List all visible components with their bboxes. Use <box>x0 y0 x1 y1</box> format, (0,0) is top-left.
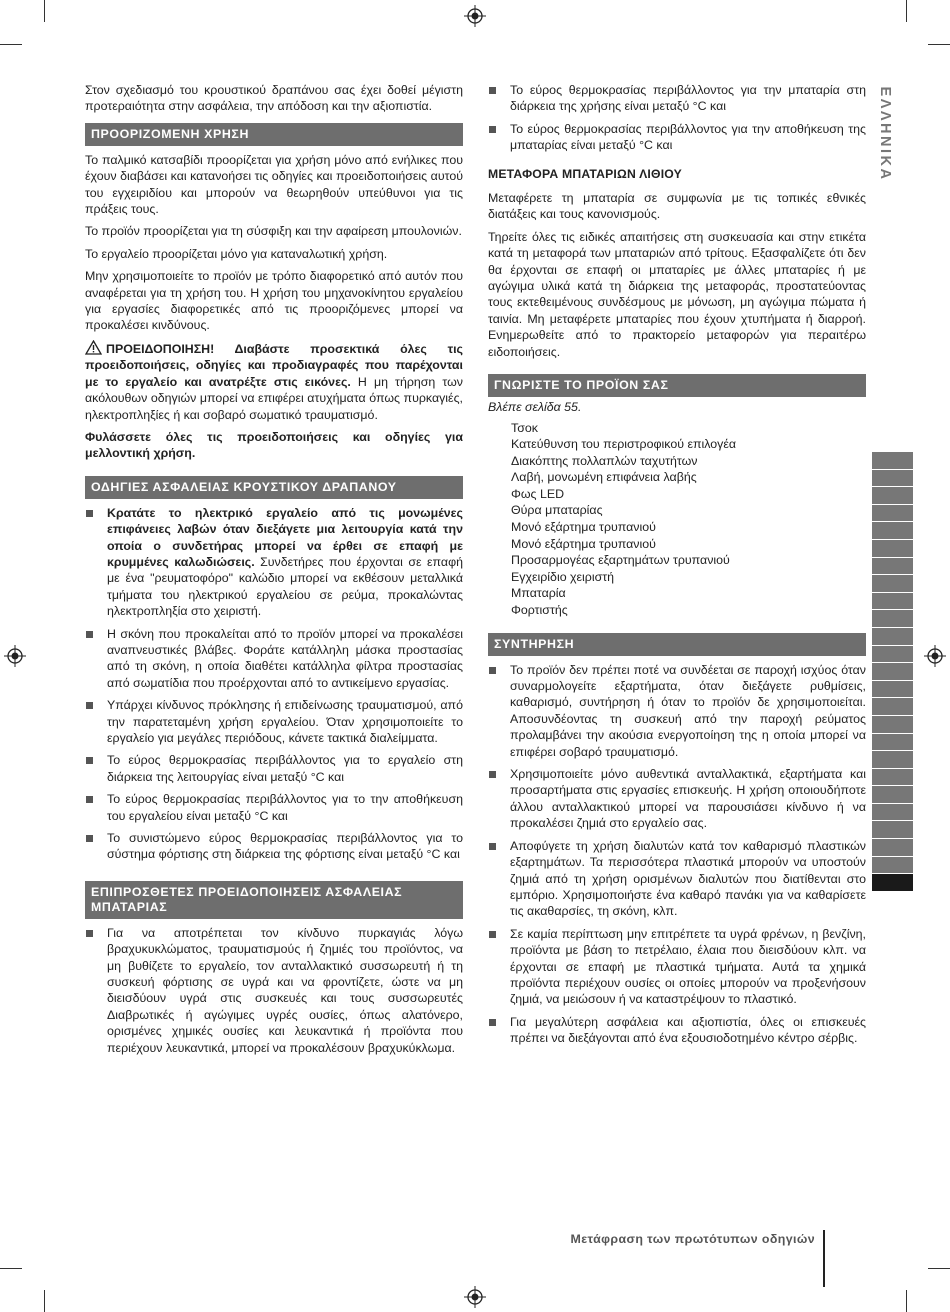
crop-mark <box>0 1268 22 1269</box>
language-tab <box>872 786 913 804</box>
crop-mark <box>928 1268 950 1269</box>
warning-bold-text: ΠΡΟΕΙΔΟΠΟΙΗΣΗ! Διαβάστε προσεκτικά όλες τις προειδοποιήσεις, οδηγίες και προδιαγραφές που παρέχονται με το εργαλείο και ανατρέξτε στις εικόνες. <box>85 341 463 389</box>
crop-mark <box>44 1290 45 1312</box>
see-page-reference: Βλέπε σελίδα 55. <box>488 400 582 415</box>
language-tab <box>872 505 913 523</box>
parts-list-item: Κατεύθυνση του περιστροφικού επιλογέα <box>511 437 737 452</box>
language-tab <box>872 821 913 839</box>
parts-list-item: Μονό εξάρτημα τρυπανιού <box>511 520 656 535</box>
warning-paragraph <box>85 340 463 423</box>
parts-list-item: Εγχειρίδιο χειριστή <box>511 569 615 584</box>
intro-paragraph: Στον σχεδιασμό του κρουστικού δραπάνου σας έχει δοθεί μέγιστη προτεραιότητα στην ασφάλεια, την απόδοση και την αξιοπιστία. <box>85 83 463 114</box>
language-tab <box>872 769 913 787</box>
paragraph: Μην χρησιμοποιείτε το προϊόν με τρόπο διαφορετικό από αυτόν που αναφέρεται για τη χρήση του. Η χρήση του μηχανοκίνητου εργαλείου για εργασίες διαφορετικές από τις προοριζόμενες μπορεί να προκαλέσει κινδύνους. <box>85 269 463 333</box>
language-tab <box>872 522 913 540</box>
list-item: Χρησιμοποιείτε μόνο αυθεντικά ανταλλακτικά, εξαρτήματα και προσαρτήματα στις εργασίες επισκευής. Η χρήση οποιουδήποτε άλλου ανταλλακτικού μπορεί να παρουσιάσει κίνδυνο ή να προκαλέσει ζημιά στο εργαλείο σας. <box>488 766 866 832</box>
list-item-text: Συνδετήρες που έρχονται σε επαφή με ένα "ρευματοφόρο" καλώδιο μπορεί να εκθέσουν μεταλλικά τμήματα του ηλεκτρικού εργαλείου σε ρεύμα, προκαλώντας ηλεκτροπληξία στο χειριστή. <box>107 554 463 619</box>
list-item: Η σκόνη που προκαλείται από το προϊόν μπορεί να προκαλέσει αναπνευστικές βλάβες. Φοράτε κατάλληλη μάσκα προστασίας από τη σκόνη, η οποία διαθέτει κατάλληλα φίλτρα προστασίας από σωματίδια που προέρχονται από το αντικείμενο εργασίας. <box>85 626 463 692</box>
language-tab <box>872 839 913 857</box>
parts-list-item: Μονό εξάρτημα τρυπανιού <box>511 536 656 551</box>
language-tab <box>872 751 913 769</box>
list-item: Το εύρος θερμοκρασίας περιβάλλοντος για το εργαλείο στη διάρκεια της λειτουργίας είναι μεταξύ °C και <box>85 752 463 785</box>
parts-list-item: Διακόπτης πολλαπλών ταχυτήτων <box>511 453 698 468</box>
intended-use-heading: ΠΡΟΟΡΙΖΟΜΕΝΗ ΧΡΗΣΗ <box>85 123 463 146</box>
paragraph: Τηρείτε όλες τις ειδικές απαιτήσεις στη συσκευασία και στην ετικέτα κατά τη μεταφορά των μπαταριών από τρίτους. Εξασφαλίζετε ότι δεν θα έρχονται σε επαφή οι μπαταρίες με άλλες μπαταρίες ή με αγώγιμα υλικά κατά τη διάρκεια της μεταφοράς, προστατεύοντας τους εκτεθειμένους συνδέσμους με μόνωση, μη αγώγιμα πώματα ή ταινία. Μη μεταφέρετε μπαταρίες που έχουν χτυπήματα ή διαρροή. Ενημερωθείτε από το πρακτορείο μεταφορών για περαιτέρω ειδοποιήσεις. <box>488 229 866 359</box>
language-tab <box>872 663 913 681</box>
right-column <box>488 82 866 1053</box>
crop-mark <box>906 0 907 22</box>
language-tab <box>872 681 913 699</box>
battery-temperature-list <box>488 82 866 154</box>
list-item: Το εύρος θερμοκρασίας περιβάλλοντος για την μπαταρία στη διάρκεια της χρήσης είναι μεταξύ °C και <box>488 82 866 115</box>
list-item: Το προϊόν δεν πρέπει ποτέ να συνδέεται σε παροχή ισχύος όταν συναρμολογείτε εξαρτήματα, όταν διεξάγετε ρυθμίσεις, καθαρισμό, συντήρηση ή όταν το προϊόν δε χρησιμοποιείται. Αποσυνδέοντας τη συσκευή από την παροχή ρεύματος προλαμβάνει την ακούσια ενεργοποίηση της η οποία μπορεί να επιφέρει σοβαρό τραυματισμό. <box>488 662 866 760</box>
language-tab <box>872 470 913 488</box>
list-item: Σε καμία περίπτωση μην επιτρέπετε τα υγρά φρένων, η βενζίνη, προϊόντα με βάση το πετρέλαιο, έλαια που διεισδύουν κλπ. να έρχονται σε επαφή με πλαστικά τμήματα. Αυτά τα χημικά προϊόντα περιέχουν ουσίες οι οποίες μπορούν να προξενήσουν ζημιά, να μειώσουν ή να καταστρέψουν το πλαστικό. <box>488 926 866 1008</box>
language-tab <box>872 628 913 646</box>
crop-mark <box>0 44 22 45</box>
footer-text: Μετάφραση των πρωτότυπων οδηγιών <box>570 1232 815 1246</box>
parts-list <box>511 420 866 619</box>
list-item: Το συνιστώμενο εύρος θερμοκρασίας περιβάλλοντος για το σύστημα φόρτισης στη διάρκεια της φόρτισης είναι μεταξύ °C και <box>85 830 463 863</box>
battery-heading: ΕΠΙΠΡΟΣΘΕΤΕΣ ΠΡΟΕΙΔΟΠΟΙΗΣΕΙΣ ΑΣΦΑΛΕΙΑΣ ΜΠΑΤΑΡΙΑΣ <box>85 881 463 919</box>
list-item-bold: Κρατάτε το ηλεκτρικό εργαλείο από τις μονωμένες επιφάνειες λαβών όταν διεξάγετε μια λειτουργία κατά την οποία ο συνδετήρας μπορεί να έρθει σε επαφή με κρυμμένες καλωδιώσεις. <box>107 505 463 569</box>
parts-list-item: Θύρα μπαταρίας <box>511 503 603 518</box>
maintenance-list <box>488 662 866 1047</box>
list-item: Για μεγαλύτερη ασφάλεια και αξιοπιστία, όλες οι επισκευές πρέπει να διεξάγονται από ένα εξουσιοδοτημένο κέντρο σέρβις. <box>488 1014 866 1047</box>
language-tab <box>872 804 913 822</box>
registration-mark-icon <box>464 5 486 27</box>
language-tab <box>872 646 913 664</box>
parts-list-item: Μπαταρία <box>511 586 566 601</box>
parts-list-item: Φορτιστής <box>511 603 568 618</box>
parts-list-item: Φως LED <box>511 486 565 501</box>
list-item: Το εύρος θερμοκρασίας περιβάλλοντος για την αποθήκευση της μπαταρίας είναι μεταξύ °C και <box>488 121 866 154</box>
list-item: Υπάρχει κίνδυνος πρόκλησης ή επιδείνωσης τραυματισμού, από την παρατεταμένη χρήση εργαλείου. Όταν χρησιμοποιείτε το εργαλείο για μεγάλες περιόδους, κάνετε τακτικά διαλείμματα. <box>85 697 463 746</box>
footer-divider <box>823 1230 825 1287</box>
list-item: Για να αποτρέπεται τον κίνδυνο πυρκαγιάς λόγω βραχυκυκλώματος, τραυματισμούς ή ζημιές του προϊόντος, να μη βυθίζετε το εργαλείο, τον ανταλλακτικό συσσωρευτή ή τη συσκευή φόρτισης σε υγρά και να φροντίζετε, ώστε να μη διεισδύουν υγρά στις συσκευές και τους συσσωρευτές Διαβρωτικές ή αγώγιμες υγρές ουσίες, όπως αλατόνερο, ορισμένες χημικές ουσίες και λευκαντικά ή προϊόντα που περιέχουν λευκαντικά, μπορεί να προκαλέσουν βραχυκύκλωμα. <box>85 925 463 1056</box>
list-item: Το εύρος θερμοκρασίας περιβάλλοντος για το την αποθήκευση του εργαλείου είναι μεταξύ °C και <box>85 791 463 824</box>
warning-triangle-icon <box>85 340 102 355</box>
language-tab-active <box>872 874 913 892</box>
transport-heading: ΜΕΤΑΦΟΡΑ ΜΠΑΤΑΡΙΩΝ ΛΙΘΙΟΥ <box>488 166 682 181</box>
maintenance-heading: ΣΥΝΤΗΡΗΣΗ <box>488 633 866 656</box>
list-item <box>85 505 463 620</box>
parts-list-item: Λαβή, μονωμένη επιφάνεια λαβής <box>511 470 697 485</box>
know-product-heading: ΓΝΩΡΙΣΤΕ ΤΟ ΠΡΟΪΟΝ ΣΑΣ <box>488 374 866 397</box>
language-side-label <box>872 84 898 184</box>
battery-list <box>85 925 463 1056</box>
parts-list-item: Προσαρμογέας εξαρτημάτων τρυπανιού <box>511 553 730 568</box>
parts-list-item: Τσοκ <box>511 420 538 435</box>
keep-instructions-paragraph: Φυλάσσετε όλες τις προειδοποιήσεις και οδηγίες για μελλοντική χρήση. <box>85 429 463 461</box>
crop-mark <box>44 0 45 22</box>
language-tab <box>872 857 913 875</box>
language-label-text: ΕΛΛΗΝΙΚΑ <box>877 86 893 182</box>
registration-mark-icon <box>924 645 946 667</box>
paragraph: Το παλμικό κατσαβίδι προορίζεται για χρήση μόνο από ενήλικες που έχουν διαβάσει και κατανοήσει τις οδηγίες και προειδοποιήσεις αυτού του εγχειριδίου και μπορούν να θεωρηθούν υπεύθυνοι για τις πράξεις τους. <box>85 152 463 217</box>
crop-mark <box>928 44 950 45</box>
language-tab <box>872 558 913 576</box>
language-tab <box>872 610 913 628</box>
list-item: Αποφύγετε τη χρήση διαλυτών κατά τον καθαρισμό πλαστικών εξαρτημάτων. Τα περισσότερα πλαστικά μπορούν να υποστούν ζημιά από τη χρήση ορισμένων διαλυτών που διατίθενται στο εμπόριο. Χρησιμοποιήστε ένα καθαρό πανάκι για να καθαρίσετε τις ακαθαρσίες, τη σκόνη, κλπ. <box>488 838 866 920</box>
paragraph: Το προϊόν προορίζεται για τη σύσφιξη και την αφαίρεση μπουλονιών. <box>85 224 462 239</box>
language-tab <box>872 698 913 716</box>
crop-mark <box>906 1290 907 1312</box>
language-tab-strip <box>872 452 913 892</box>
language-tab <box>872 593 913 611</box>
language-tab <box>872 716 913 734</box>
registration-mark-icon <box>4 645 26 667</box>
language-tab <box>872 540 913 558</box>
registration-mark-icon <box>464 1286 486 1308</box>
safety-heading: ΟΔΗΓΙΕΣ ΑΣΦΑΛΕΙΑΣ ΚΡΟΥΣΤΙΚΟΥ ΔΡΑΠΑΝΟΥ <box>85 476 463 499</box>
language-tab <box>872 575 913 593</box>
safety-list <box>85 505 463 863</box>
warning-text: Η μη τήρηση των ακόλουθων οδηγιών μπορεί να επιφέρει ατυχήματα όπως πυρκαγιές, ηλεκτροπληξίες ή και σοβαρό σωματικό τραυματισμό. <box>85 374 463 422</box>
paragraph: Το εργαλείο προορίζεται μόνο για καταναλωτική χρήση. <box>85 246 388 261</box>
language-tab <box>872 487 913 505</box>
paragraph: Μεταφέρετε τη μπαταρία σε συμφωνία με τις τοπικές εθνικές διατάξεις και τους κανονισμούς. <box>488 191 866 222</box>
language-tab <box>872 734 913 752</box>
left-column <box>85 82 463 1062</box>
language-tab <box>872 452 913 470</box>
